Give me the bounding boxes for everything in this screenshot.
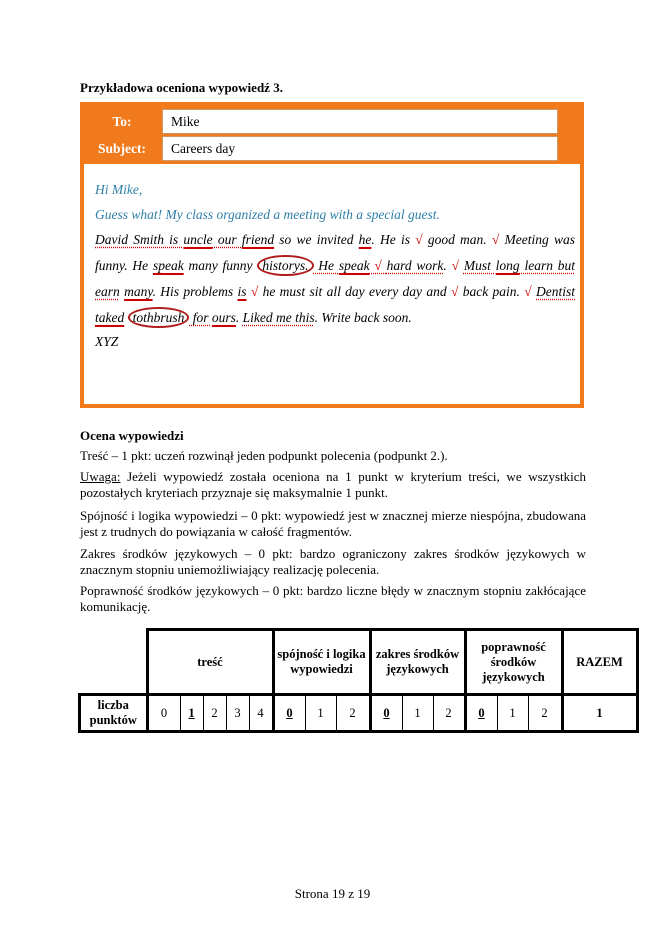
header-cell: treść — [147, 630, 273, 695]
score-option: 3 — [226, 695, 249, 732]
check-mark-icon: √ — [491, 232, 500, 247]
letter-text: . — [235, 310, 243, 325]
letter-text: . His problems — [152, 284, 238, 299]
signature: XYZ — [95, 334, 119, 349]
selected-score: 0 — [370, 695, 402, 732]
letter-text: many funny — [183, 258, 258, 273]
letter-text: our — [212, 232, 242, 247]
intro-line: Guess what! My class organized a meeting with a special guest. — [95, 207, 440, 222]
selected-score: 0 — [273, 695, 305, 732]
header-cell: poprawność środków językowych — [465, 630, 562, 695]
header-cell: RAZEM — [562, 630, 637, 695]
check-mark-icon: √ — [415, 232, 423, 247]
letter-text: learn but — [519, 258, 576, 273]
underlined-error: taked — [95, 310, 125, 325]
letter-text: . He is — [371, 232, 416, 247]
underlined-error: uncle — [183, 232, 213, 247]
check-mark-icon: √ — [451, 258, 460, 273]
email-letter — [80, 102, 584, 408]
letter-text: . Write back soon. — [314, 310, 412, 325]
score-table — [78, 628, 639, 733]
header-cell: spójność i logika wypowiedzi — [273, 630, 370, 695]
check-mark-icon: √ — [250, 284, 259, 299]
underlined-error: is — [237, 284, 247, 299]
score-option: 2 — [433, 695, 465, 732]
underlined-error: speak — [152, 258, 184, 273]
letter-line — [95, 310, 575, 326]
letter-text: Must — [463, 258, 496, 273]
page-number: Strona 19 z 19 — [294, 886, 371, 901]
letter-text: for — [189, 310, 212, 325]
letter-line — [95, 232, 575, 248]
assessment-title: Ocena wypowiedzi — [80, 428, 184, 443]
score-option: 0 — [147, 695, 180, 732]
poprawnosc-text: Poprawność środków językowych – 0 pkt: bardzo liczne błędy w znacznym stopniu zakłócające komunikację. — [80, 583, 586, 614]
selected-score: 0 — [465, 695, 497, 732]
check-mark-icon: √ — [450, 284, 459, 299]
empty-cell — [80, 630, 148, 695]
letter-text: back pain. — [458, 284, 525, 299]
to-label: To: — [112, 114, 132, 129]
letter-text: he must sit all day every day and — [258, 284, 451, 299]
tresc-text: Treść – 1 pkt: uczeń rozwinął jeden podpunkt polecenia (podpunkt 2.). — [80, 448, 448, 463]
letter-text: He — [313, 258, 339, 273]
letter-text: hard work — [386, 258, 444, 273]
score-option: 2 — [203, 695, 226, 732]
check-mark-icon: √ — [524, 284, 532, 299]
letter-line — [95, 258, 575, 274]
score-option: 1 — [305, 695, 336, 732]
row-label: liczba punktów — [80, 695, 148, 732]
underlined-error: he — [358, 232, 372, 247]
check-mark-icon: √ — [369, 258, 387, 273]
to-field: Mike — [162, 109, 558, 134]
score-option: 2 — [336, 695, 370, 732]
letter-body — [84, 164, 580, 404]
letter-text: earn — [95, 284, 120, 299]
score-option: 2 — [528, 695, 562, 732]
letter-text: David Smith is — [95, 232, 184, 247]
subject-label: Subject: — [98, 141, 146, 156]
subject-field: Careers day — [162, 136, 558, 161]
score-option: 1 — [402, 695, 433, 732]
underlined-error: long — [495, 258, 520, 273]
circled-error: tothbrush — [128, 307, 190, 328]
underlined-error: many — [124, 284, 153, 299]
header-cell: zakres środków językowych — [370, 630, 465, 695]
letter-line — [95, 284, 575, 300]
total-score: 1 — [562, 695, 637, 732]
letter-text: Meeting was — [499, 232, 575, 247]
uwaga-label: Uwaga: — [80, 469, 121, 484]
uwaga-text — [80, 469, 586, 501]
letter-text: Liked me this — [242, 310, 315, 325]
letter-text: funny. He — [95, 258, 153, 273]
letter-text: good man. — [422, 232, 492, 247]
letter-text: Dentist — [536, 284, 575, 299]
underlined-error: friend — [241, 232, 275, 247]
zakres-text: Zakres środków językowych – 0 pkt: bardzo ograniczony zakres środków językowych w znacznym stopniu uniemożliwiający realizację polecenia. — [80, 546, 586, 577]
selected-score: 1 — [180, 695, 203, 732]
section-heading: Przykładowa oceniona wypowiedź 3. — [80, 80, 283, 95]
letter-text: so we invited — [274, 232, 359, 247]
uwaga-body: Jeżeli wypowiedź została oceniona na 1 punkt w kryterium treści, we wszystkich pozostałych kryteriach przyznaje się maksymalnie 1 punkt. — [80, 469, 586, 500]
underlined-error: ours — [211, 310, 236, 325]
score-option: 1 — [497, 695, 528, 732]
score-option: 4 — [249, 695, 273, 732]
letter-text: . — [443, 258, 452, 273]
spojnosc-text: Spójność i logika wypowiedzi – 0 pkt: wypowiedź jest w znacznej mierze niespójna, zbudowana jest z trudnych do powiązania w całość fragmentów. — [80, 508, 586, 539]
circled-error: historys. — [257, 255, 313, 276]
underlined-error: speak — [338, 258, 370, 273]
greeting: Hi Mike, — [95, 182, 143, 197]
